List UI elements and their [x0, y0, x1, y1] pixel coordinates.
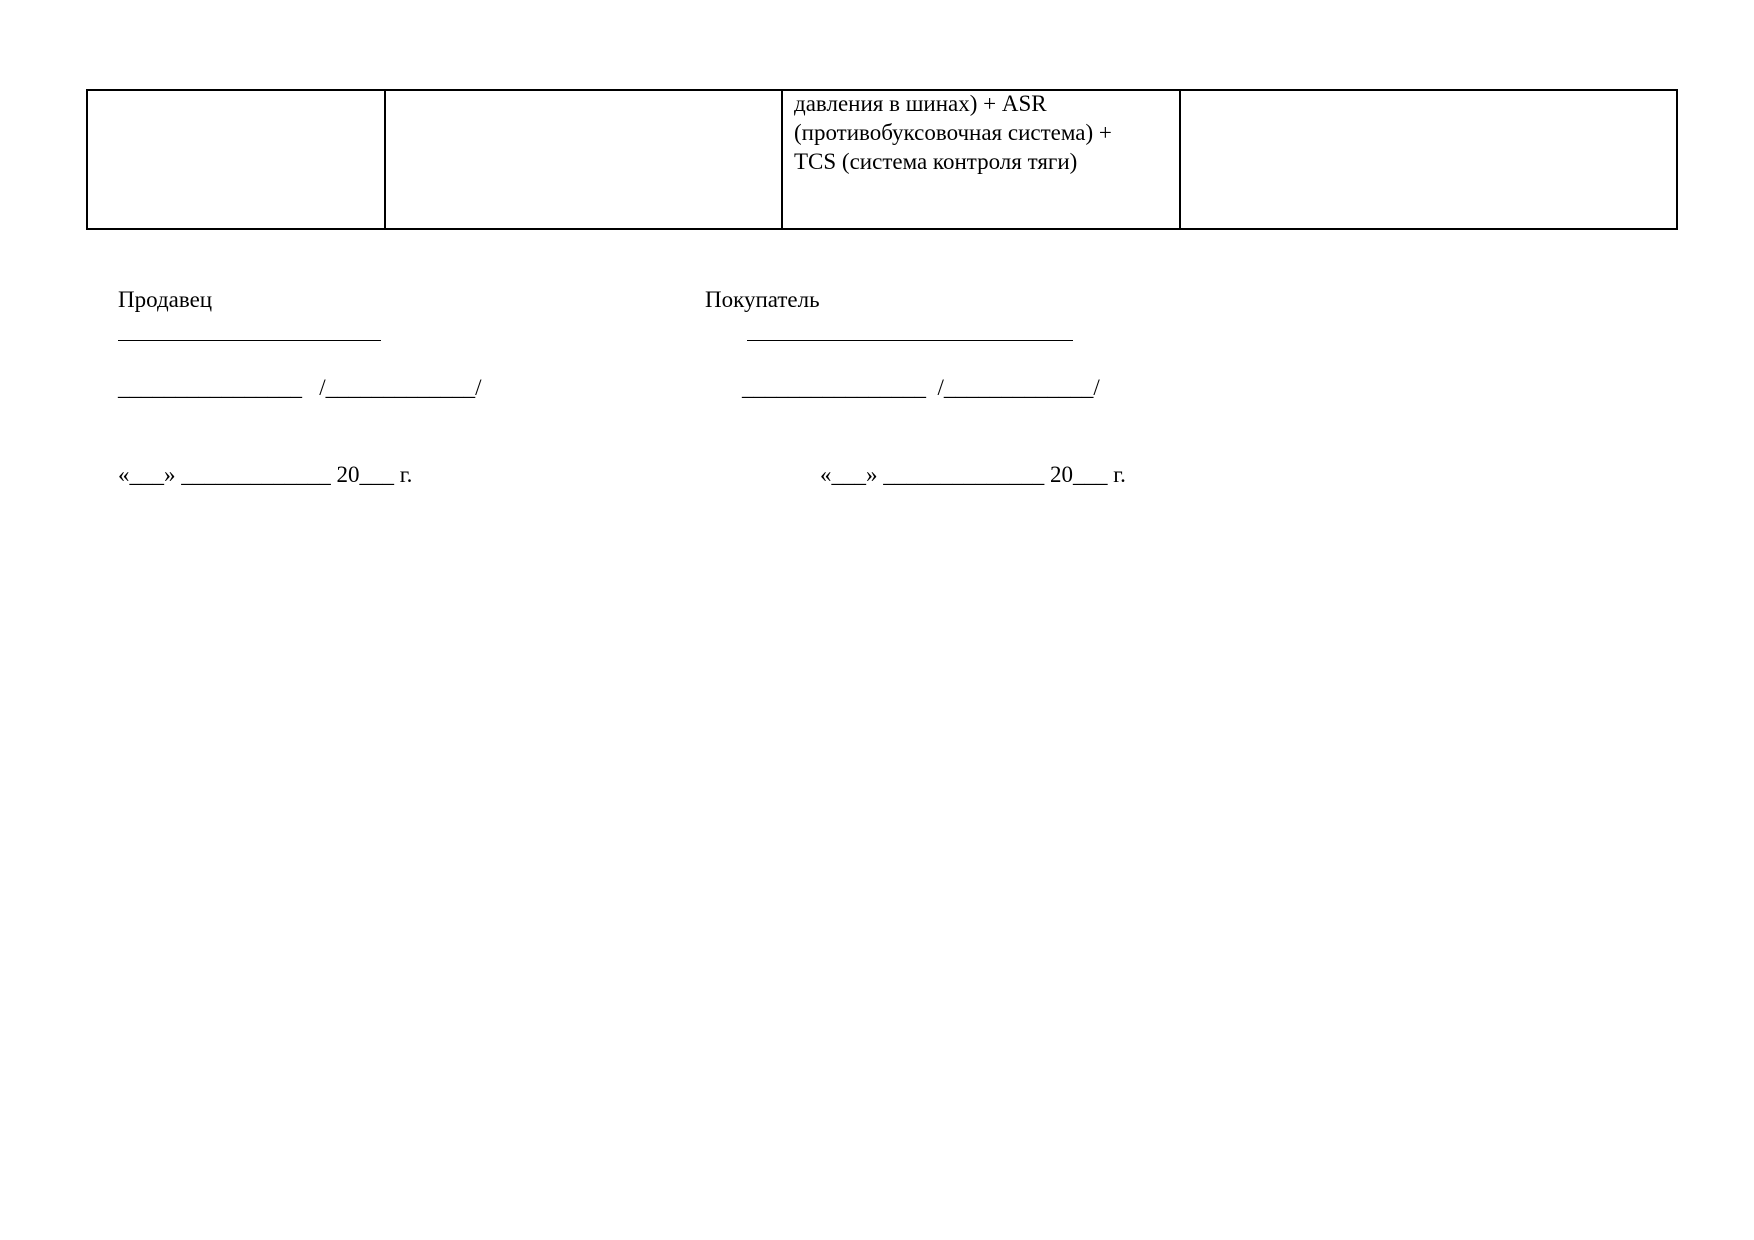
buyer-name-line — [747, 340, 1073, 341]
table-row — [87, 90, 1677, 229]
seller-name-line — [118, 340, 381, 341]
buyer-signature-line: ________________ /_____________/ — [742, 375, 1100, 400]
cell-text: давления в шинах) + ASR (противобуксовочная система) + TCS (система контроля тяги) — [794, 91, 1112, 174]
seller-date-line: «___» _____________ 20___ г. — [118, 462, 413, 487]
buyer-date-line: «___» ______________ 20___ г. — [820, 462, 1126, 487]
table-cell — [782, 90, 1180, 229]
buyer-label: Покупатель — [705, 287, 820, 312]
seller-label: Продавец — [118, 287, 213, 312]
table-cell — [1180, 90, 1677, 229]
table-cell — [87, 90, 385, 229]
specification-table — [86, 89, 1678, 230]
seller-signature-line: ________________ /_____________/ — [118, 375, 482, 400]
table-cell — [385, 90, 782, 229]
